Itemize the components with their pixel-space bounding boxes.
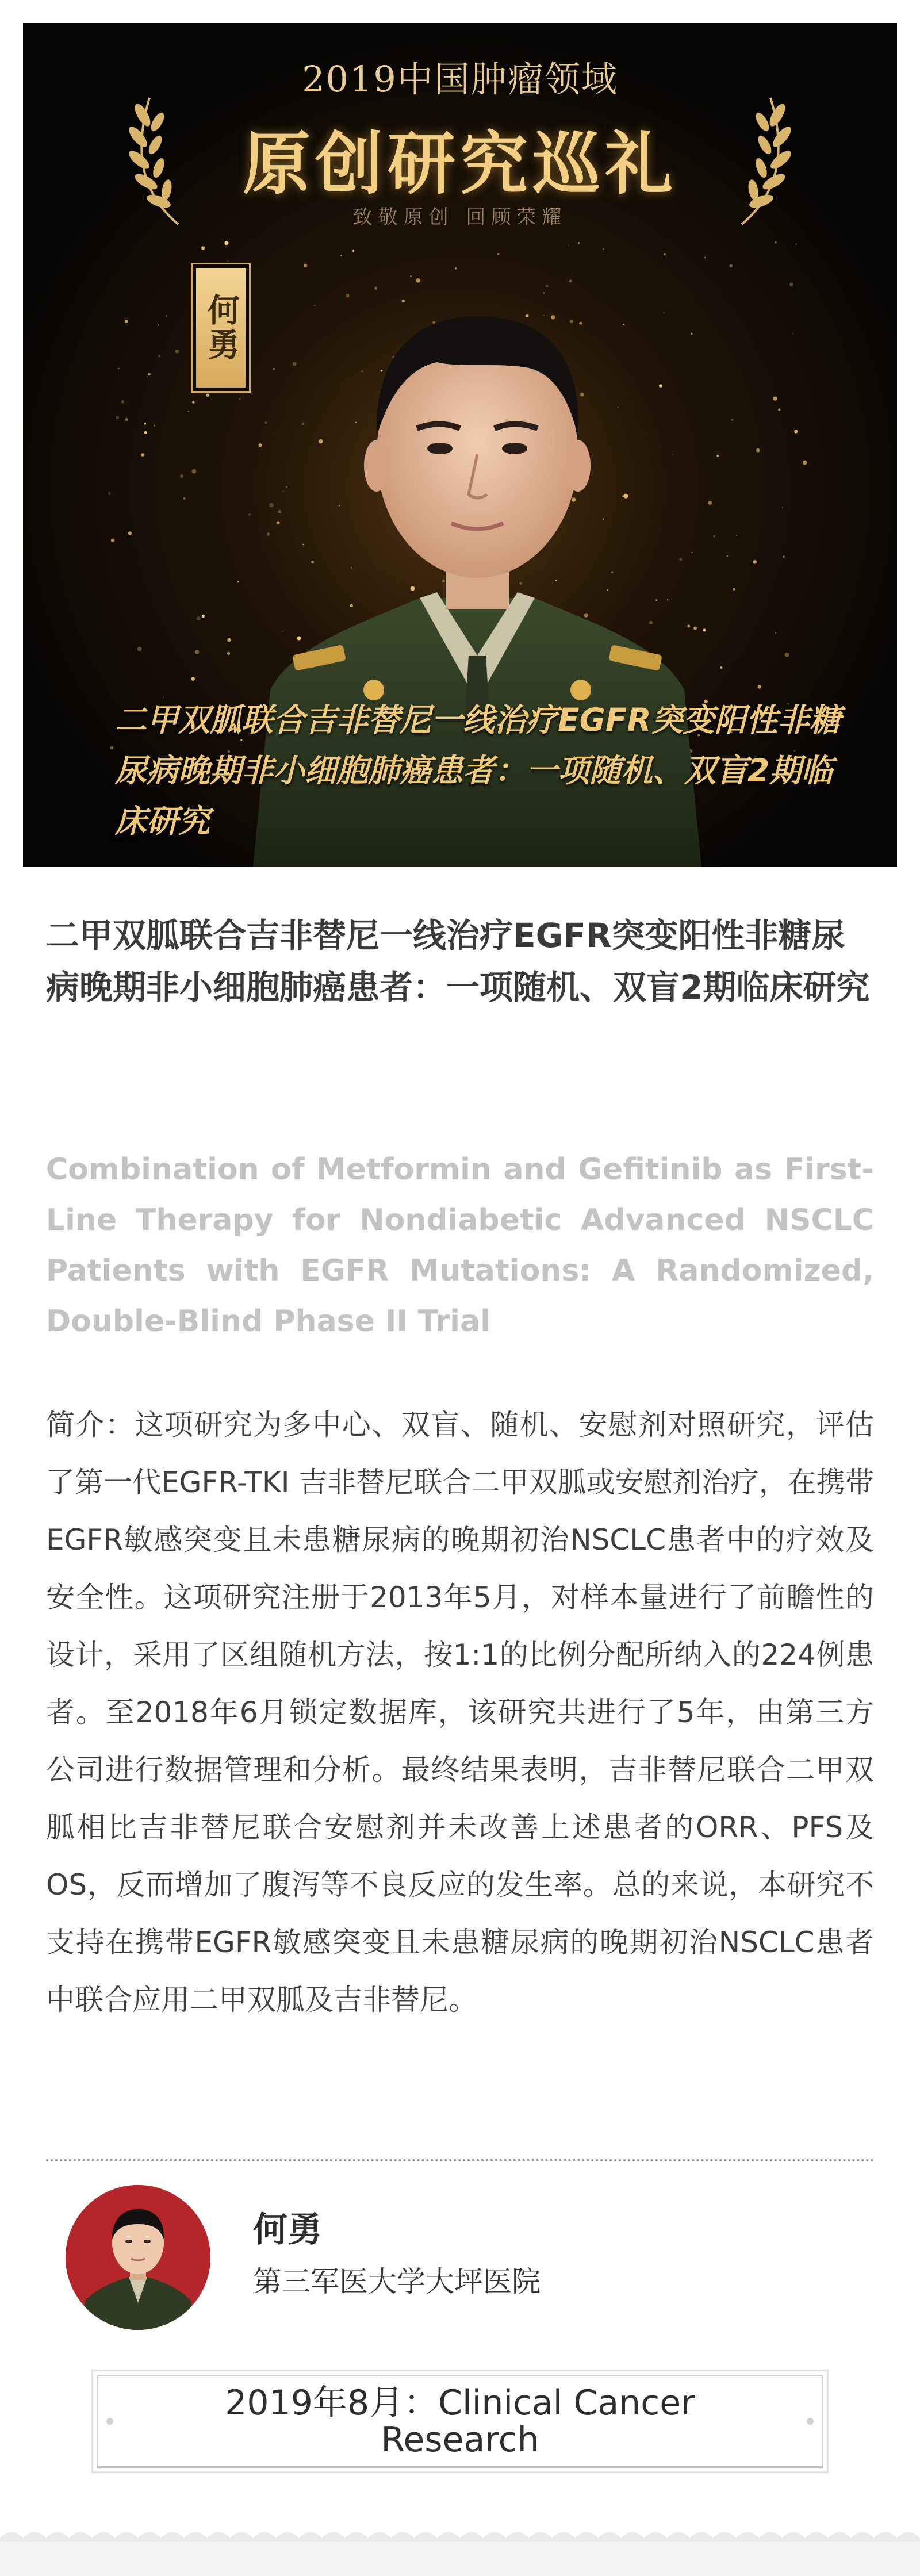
author-affiliation: 第三军医大学大坪医院 [253, 2265, 540, 2298]
author-name: 何勇 [253, 2210, 322, 2250]
english-title: Combination of Metformin and Gefitinib as First-Line Therapy for Nondiabetic Advanced NSCLC Patients with EGFR Mutations: A Randomized, Double-Blind Phase II Trial [46, 1152, 874, 1339]
article-summary: 简介：这项研究为多中心、双盲、随机、安慰剂对照研究，评估了第一代EGFR-TKI 吉非替尼联合二甲双胍或安慰剂治疗，在携带EGFR敏感突变且未患糖尿病的晚期初治NSCLC患者中的疗效及安全性。这项研究注册于2013年5月，对样本量进行了前瞻性的设计，采用了区组随机方法，按1:1的比例分配所纳入的224例患者。至2018年6月锁定数据库，该研究共进行了5年，由第三方公司进行数据管理和分析。最终结果表明，吉非替尼联合二甲双胍相比吉非替尼联合安慰剂并未改善上述患者的ORR、PFS及OS，反而增加了腹泻等不良反应的发生率。总的来说，本研究不支持在携带EGFR敏感突变且未患糖尿病的晚期初治NSCLC患者中联合应用二甲双胍及吉非替尼。 [46, 1408, 874, 2017]
decorative-dot-icon [807, 2418, 814, 2425]
hero-banner [23, 23, 897, 867]
decorative-dot-icon [106, 2418, 113, 2425]
hero-subtitle: 2019中国肿瘤领域 [302, 58, 618, 100]
avatar [66, 2185, 210, 2330]
laurel-wreath-left-icon [109, 92, 195, 230]
hero-tagline: 致敬原创 回顾荣耀 [352, 206, 568, 229]
name-plaque [193, 264, 249, 391]
author-avatar-image [66, 2185, 210, 2330]
publication-box [97, 2375, 823, 2468]
name-plaque-label: 何勇 [202, 293, 240, 362]
dotted-divider [46, 2159, 874, 2161]
scalloped-footer-border [0, 2518, 920, 2576]
laurel-wreath-right-icon [724, 92, 811, 230]
publication-info: 2019年8月：Clinical Cancer Research [225, 2383, 695, 2460]
hero-caption: 二甲双胍联合吉非替尼一线治疗EGFR突变阳性非糖尿病晚期非小细胞肺癌患者：一项随机、双盲2期临床研究 [115, 702, 841, 839]
article-title: 二甲双胍联合吉非替尼一线治疗EGFR突变阳性非糖尿病晚期非小细胞肺癌患者：一项随机、双盲2期临床研究 [46, 916, 870, 1007]
hero-title: 原创研究巡礼 [242, 124, 677, 204]
